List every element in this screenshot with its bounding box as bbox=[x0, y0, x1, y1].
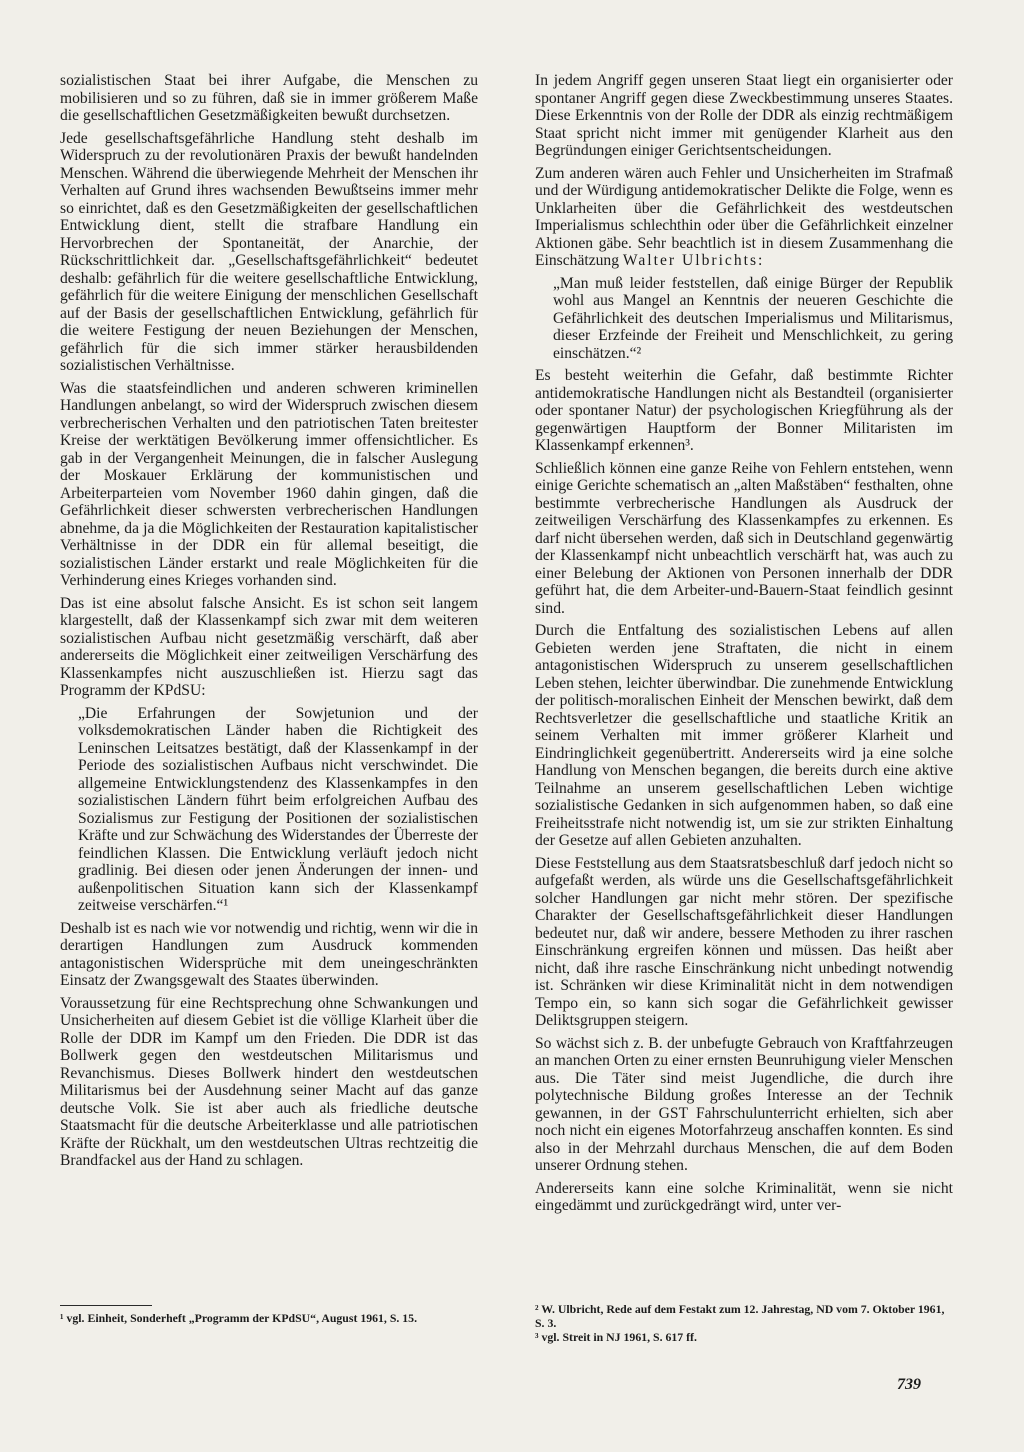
footnotes-right bbox=[535, 1303, 953, 1346]
paragraph: Jede gesellschaftsgefährliche Handlung steht deshalb im Widerspruch zu der revolutionären Praxis der bewußt handelnden Menschen. Während die überwiegende Mehrheit der Menschen ihr Verhalten auf Grund ihres wachsenden Bewußtseins immer mehr so einrichtet, daß es den Gesetzmäßigkeiten der gesellschaftlichen Entwicklung dient, stellt die strafbare Handlung ein Hervorbrechen der Spontaneität, der Anarchie, der Rückschrittlichkeit dar. „Gesellschaftsgefährlichkeit“ bedeutet deshalb: gefährlich für die weitere gesellschaftliche Entwicklung, gefährlich für die weitere Einigung der menschlichen Gesellschaft auf der Basis der gesellschaftlichen Entwicklung, gefährlich für die weitere Festigung der neuen Beziehungen der Menschen, gefährlich für die sich immer stärker herausbildenden sozialistischen Verhältnisse. bbox=[60, 129, 478, 374]
footnote-rule bbox=[60, 1305, 152, 1306]
paragraph: Deshalb ist es nach wie vor notwendig und richtig, wenn wir die in derartigen Handlungen zum Ausdruck kommenden antagonistischen Widersprüche mit dem uneingeschränkten Einsatz der Zwangsgewalt des Staates überwinden. bbox=[60, 919, 478, 989]
block-quote: „Man muß leider feststellen, daß einige Bürger der Republik wohl aus Mangel an Kenntnis der neueren Geschichte die Gefährlichkeit des deutschen Imperialismus und Militarismus, dieser Erzfeinde der Freiheit und Menschlichkeit, zu gering einschätzen.“² bbox=[553, 274, 953, 362]
footnote: ² W. Ulbricht, Rede auf dem Festakt zum 12. Jahrestag, ND vom 7. Oktober 1961, S. 3. bbox=[535, 1302, 945, 1330]
paragraph: So wächst sich z. B. der unbefugte Gebrauch von Kraftfahrzeugen an manchen Orten zu einer ernsten Beunruhigung vieler Menschen aus. Die Täter sind meist Jugendliche, die durch ihre polytechnische Bildung großes Interesse an der Technik gewannen, in der GST Fahrschulunterricht erhielten, sich aber noch nicht ein eigenes Motorfahrzeug anschaffen konnten. Es sind also in der Mehrzahl durchaus Menschen, die auf dem Boden unserer Ordnung stehen. bbox=[535, 1034, 953, 1174]
footnotes-left bbox=[60, 1305, 478, 1327]
left-column bbox=[60, 72, 478, 1175]
paragraph: Diese Feststellung aus dem Staatsratsbeschluß darf jedoch nicht so aufgefaßt werden, als würde uns die Gesellschaftsgefährlichkeit solcher Handlungen gar nicht mehr stören. Der spezifische Charakter der Gesellschaftsgefährlichkeit dieser Handlungen bedeutet nur, daß wir andere, bessere Methoden zu ihrer raschen Einschränkung ergreifen können und müssen. Das heißt aber nicht, daß ihre rasche Einschränkung nicht unbedingt notwendig ist. Schränken wir diese Kriminalität nicht in dem notwendigen Tempo ein, so kann sich sogar die Gefährlichkeit gewisser Deliktsgruppen steigern. bbox=[535, 854, 953, 1029]
emphasized-name: Walter Ulbrichts: bbox=[622, 252, 765, 269]
paragraph: sozialistischen Staat bei ihrer Aufgabe, die Menschen zu mobilisieren und so zu führen, daß sie in immer größerem Maße die gesellschaftlichen Gesetzmäßigkeiten bewußt durchsetzen. bbox=[60, 72, 478, 124]
paragraph: In jedem Angriff gegen unseren Staat liegt ein organisierter oder spontaner Angriff gegen diese Zweckbestimmung unseres Staates. Diese Erkenntnis von der Rolle der DDR als einzig rechtmäßigem Staat spricht nicht immer mit genügender Klarheit aus den Begründungen einiger Gerichtsentscheidungen. bbox=[535, 72, 953, 159]
paragraph: Es besteht weiterhin die Gefahr, daß bestimmte Richter antidemokratische Handlungen nicht als Bestandteil (organisierter oder spontaner Natur) der psychologischen Kriegführung als der gegenwärtigen Hauptform der Bonner Militaristen im Klassenkampf erkennen³. bbox=[535, 367, 953, 454]
paragraph: Schließlich können eine ganze Reihe von Fehlern entstehen, wenn einige Gerichte schematisch an „alten Maßstäben“ festhalten, ohne bestimmte verbrecherische Handlungen als Ausdruck der zeitweiligen Verschärfung des Klassenkampfes zu erkennen. Es darf nicht übersehen werden, daß sich in Deutschland gegenwärtig der Klassenkampf nicht unbeachtlich verschärft hat, was auch zu einer Belebung der Aktionen von Personen innerhalb der DDR geführt hat, die dem Arbeiter-und-Bauern-Staat feindlich gesinnt sind. bbox=[535, 459, 953, 617]
paragraph: Was die staatsfeindlichen und anderen schweren kriminellen Handlungen anbelangt, so wird der Widerspruch zwischen diesem verbrecherischen Verhalten und den patriotischen Taten breitester Kreise der werktätigen Bevölkerung immer offensichtlicher. Es gab in der Vergangenheit Meinungen, die in falscher Auslegung der Moskauer Erklärung der kommunistischen und Arbeiterparteien vom November 1960 dahin gingen, daß die Gefährlichkeit dieser schwersten verbrecherischen Handlungen abnehme, da ja die Möglichkeiten der Restauration kapitalistischer Verhältnisse in der DDR ein für allemal beseitigt, die sozialistischen Länder erstarkt und reale Möglichkeiten für die Verhinderung eines Krieges vorhanden sind. bbox=[60, 379, 478, 589]
footnote: ³ vgl. Streit in NJ 1961, S. 617 ff. bbox=[535, 1330, 697, 1344]
paragraph: Durch die Entfaltung des sozialistischen Lebens auf allen Gebieten werden jene Straftaten, die nicht in einem antagonistischen Widerspruch zu unserem gesellschaftlichen Leben stehen, leichter überwindbar. Die zunehmende Entwicklung der politisch-moralischen Einheit der Menschen bewirkt, daß dem Rechtsverletzer die gesellschaftliche und staatliche Kritik an seinem Verhalten mit immer größerer Klarheit und Eindringlichkeit gegenübertritt. Andererseits wird ja eine solche Handlung von Menschen begangen, die bereits durch eine aktive Teilnahme an unserem gesellschaftlichen Leben wichtige sozialistische Gedanken in sich aufgenommen haben, so daß eine Freiheitsstrafe nicht notwendig ist, um sie zur strikten Einhaltung der Gesetze auf allen Gebieten anzuhalten. bbox=[535, 622, 953, 849]
paragraph-text: Zum anderen wären auch Fehler und Unsicherheiten im Strafmaß und der Würdigung antidemokratischer Delikte die Folge, wenn es Unklarheiten über die Gefährlichkeit des westdeutschen Imperialismus schlechthin oder über die Gefährlichkeit einzelner Aktionen gäbe. Sehr beachtlich ist in diesem Zusammenhang die Einschätzung bbox=[535, 164, 953, 269]
paragraph: Das ist eine absolut falsche Ansicht. Es ist schon seit langem klargestellt, daß der Klassenkampf sich zwar mit dem weiteren sozialistischen Aufbau nicht gesetzmäßig verschärft, daß aber andererseits die Möglichkeit einer zeitweiligen Verschärfung des Klassenkampfes nicht auszuschließen ist. Hierzu sagt das Programm der KPdSU: bbox=[60, 594, 478, 699]
block-quote: „Die Erfahrungen der Sowjetunion und der volksdemokratischen Länder haben die Richtigkeit des Leninschen Leitsatzes bestätigt, daß der Klassenkampf in der Periode des sozialistischen Aufbaus nicht verschwindet. Die allgemeine Entwicklungstendenz des Klassenkampfes in den sozialistischen Ländern führt beim erfolgreichen Aufbau des Sozialismus zur Festigung der Positionen der sozialistischen Kräfte und zur Schwächung des Widerstandes der Überreste der feindlichen Klassen. Die Entwicklung verläuft jedoch nicht gradlinig. Bei diesen oder jenen Änderungen der innen- und außenpolitischen Situation kann sich der Klassenkampf zeitweise verschärfen.“¹ bbox=[78, 704, 478, 914]
paragraph: Voraussetzung für eine Rechtsprechung ohne Schwankungen und Unsicherheiten auf diesem Gebiet ist die völlige Klarheit über die Rolle der DDR im Kampf um den Frieden. Die DDR ist das Bollwerk gegen den westdeutschen Militarismus und Revanchismus. Dieses Bollwerk hindert den westdeutschen Militarismus bei der Ausdehnung seiner Macht auf das ganze deutsche Volk. Sie ist aber auch als friedliche deutsche Staatsmacht für die deutsche Arbeiterklasse und alle patriotischen Kräfte der Rückhalt, um den westdeutschen Ultras rechtzeitig die Brandfackel aus der Hand zu schlagen. bbox=[60, 994, 478, 1169]
paragraph bbox=[535, 165, 953, 270]
right-column bbox=[535, 72, 953, 1220]
page-number: 739 bbox=[897, 1376, 921, 1393]
paragraph: Andererseits kann eine solche Kriminalität, wenn sie nicht eingedämmt und zurückgedrängt wird, unter ver- bbox=[535, 1179, 953, 1214]
footnote: ¹ vgl. Einheit, Sonderheft „Programm der KPdSU“, August 1961, S. 15. bbox=[60, 1311, 418, 1325]
